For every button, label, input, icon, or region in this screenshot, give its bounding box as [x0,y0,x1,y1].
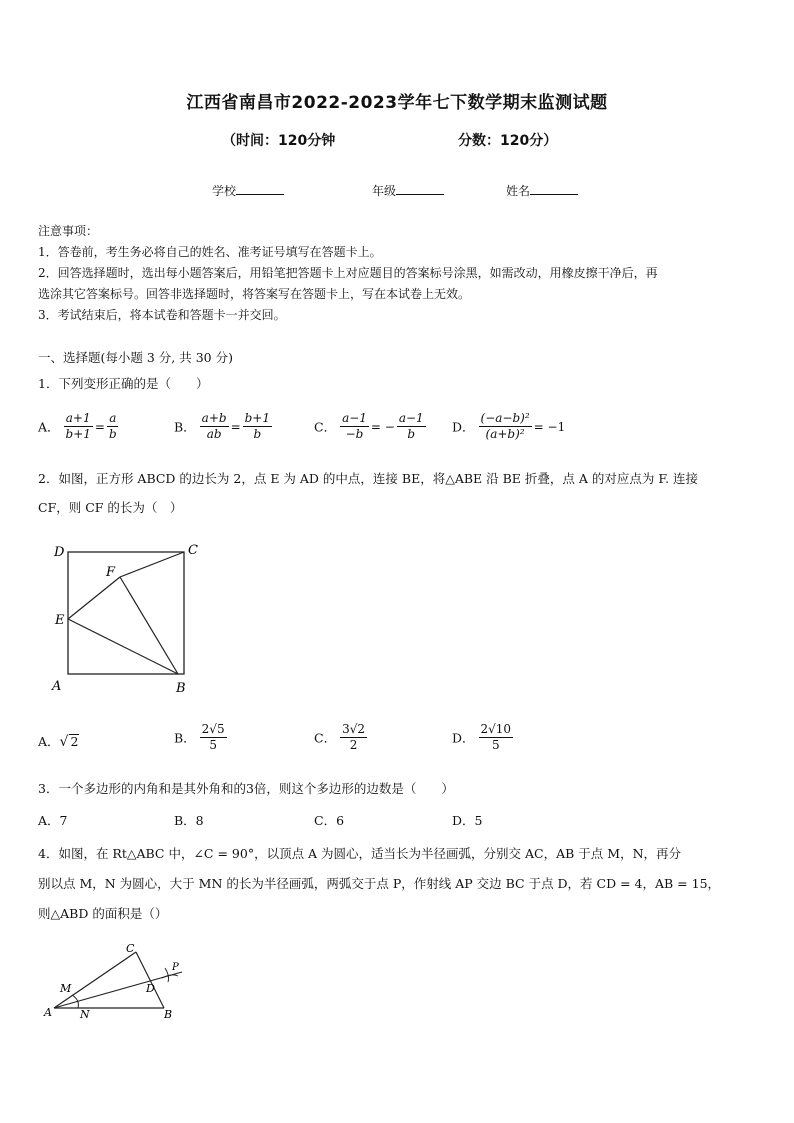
numerator: 2√5 [201,722,225,736]
point-e-label: E [55,613,65,628]
numerator: 2√10 [480,722,512,736]
note-2b: 选涂其它答案标号。回答非选择题时，将答案写在答题卡上，写在本试卷上无效。 [38,287,471,301]
fraction [200,722,227,753]
q3-option-c[interactable]: C．6 [314,813,345,828]
numerator: a+1 [65,411,91,425]
exam-title: 江西省南昌市2022-2023学年七下数学期末监测试题 [186,93,608,113]
q3-option-a[interactable]: A．7 [38,813,68,828]
denominator: b [108,427,117,441]
vertex-c-label: C [126,942,135,955]
exam-score: 分数：120分） [458,133,558,149]
numerator: a+b [201,411,227,425]
equals-sign: = [230,419,241,434]
vertex-a-label: A [44,1006,52,1019]
q1-option-d[interactable] [452,411,567,442]
school-blank[interactable] [236,184,284,195]
note-2a: 2．回答选择题时，选出每小题答案后，用铅笔把答题卡上对应题目的答案标号涂黑，如需改动，用橡皮擦干净后，再 [38,266,658,280]
denominator: 2 [349,738,358,752]
q4-stem-line1: 4．如图，在 Rt△ABC 中，∠C = 90°，以顶点 A 为圆心，适当长为半径画弧，分别交 AC，AB 于点 M，N，再分 [38,846,682,861]
point-n-label: N [80,1008,90,1021]
vertex-b-label: B [164,1008,173,1021]
q3-stem: 3．一个多边形的内角和是其外角和的3倍，则这个多边形的边数是（ ） [38,781,454,796]
fraction [243,411,272,442]
fraction [64,411,93,442]
numerator: b+1 [244,411,270,425]
grade-blank[interactable] [396,184,444,195]
denominator: b [253,427,262,441]
grade-field [372,182,444,199]
q2-stem-line2: CF，则 CF 的长为（ ） [38,500,183,515]
q3-option-d[interactable]: D．5 [452,813,483,828]
square-fold-figure [46,538,216,698]
school-label: 学校 [212,184,237,198]
name-blank[interactable] [530,184,578,195]
option-letter: B． [174,419,196,435]
denominator: b+1 [65,427,91,441]
denominator: ab [206,427,222,441]
fraction [107,411,119,442]
segment-fc [120,552,184,577]
numerator: a [109,411,117,425]
note-1: 1．答卷前，考生务必将自己的姓名、准考证号填写在答题卡上。 [38,245,382,259]
q2-option-b[interactable] [174,722,227,753]
name-field [506,182,578,199]
name-label: 姓名 [506,184,531,198]
denominator: b [407,427,416,441]
option-letter: D． [452,419,475,435]
option-letter: C． [314,419,337,435]
option-letter: C． [314,730,337,746]
arc-p2 [162,975,178,978]
vertex-c-label: C [188,543,198,558]
denominator: 5 [491,738,500,752]
fraction [200,411,229,442]
option-letter: A． [38,734,60,749]
point-d-label: D [146,982,155,995]
right-triangle-figure [40,940,200,1024]
option-letter: D． [452,730,475,746]
equation-rhs: = −1 [533,419,566,434]
point-m-label: M [60,982,72,995]
numerator: a−1 [342,411,367,425]
fraction [397,411,426,442]
numerator: a−1 [398,411,424,425]
point-f-label: F [106,565,116,580]
segment-ef [68,577,120,619]
q1-option-c[interactable] [314,411,426,442]
q1-option-a[interactable] [38,411,119,442]
q2-option-d[interactable] [452,722,513,753]
equals-minus: = − [370,419,395,434]
arc-p1 [165,968,169,982]
notes-heading: 注意事项： [38,224,99,238]
option-letter: B． [174,730,196,746]
q3-option-b[interactable]: B．8 [174,813,204,828]
fraction [340,411,369,442]
sqrt-sign: √ [59,734,69,750]
fraction [479,411,532,442]
segment-ac [54,952,136,1008]
section-heading: 一、选择题(每小题 3 分, 共 30 分) [38,350,233,365]
school-field [212,182,284,199]
equals-sign: = [94,419,105,434]
q4-stem-line2: 别以点 M，N 为圆心，大于 MN 的长为半径画弧，两弧交于点 P，作射线 AP 交边 BC 于点 D，若 CD = 4，AB = 15， [38,876,721,891]
denominator: 5 [209,738,217,752]
option-letter: A． [38,419,60,435]
numerator: (−a−b)² [480,411,530,425]
point-p-label: P [172,962,179,973]
fraction [479,722,514,753]
q2-option-c[interactable] [314,722,367,753]
radicand: 2 [70,734,79,749]
q1-option-b[interactable] [174,411,272,442]
note-3: 3．考试结束后，将本试卷和答题卡一并交回。 [38,308,286,322]
numerator: 3√2 [342,722,365,736]
grade-label: 年级 [372,184,397,198]
denominator: −b [345,427,364,441]
vertex-d-label: D [54,545,65,560]
denominator: (a+b)² [485,427,525,441]
vertex-b-label: B [176,681,186,696]
q2-option-a[interactable] [38,732,79,750]
exam-time: （时间：120分钟 [222,133,336,149]
fraction [340,722,367,753]
q1-stem: 1．下列变形正确的是（ ） [38,376,209,391]
q4-stem-line3: 则△ABD 的面积是（） [38,906,168,921]
vertex-a-label: A [52,679,62,694]
q2-stem-line1: 2．如图，正方形 ABCD 的边长为 2，点 E 为 AD 的中点，连接 BE，将△ABE 沿 BE 折叠，点 A 的对应点为 F. 连接 [38,471,699,486]
segment-cb [136,952,164,1008]
